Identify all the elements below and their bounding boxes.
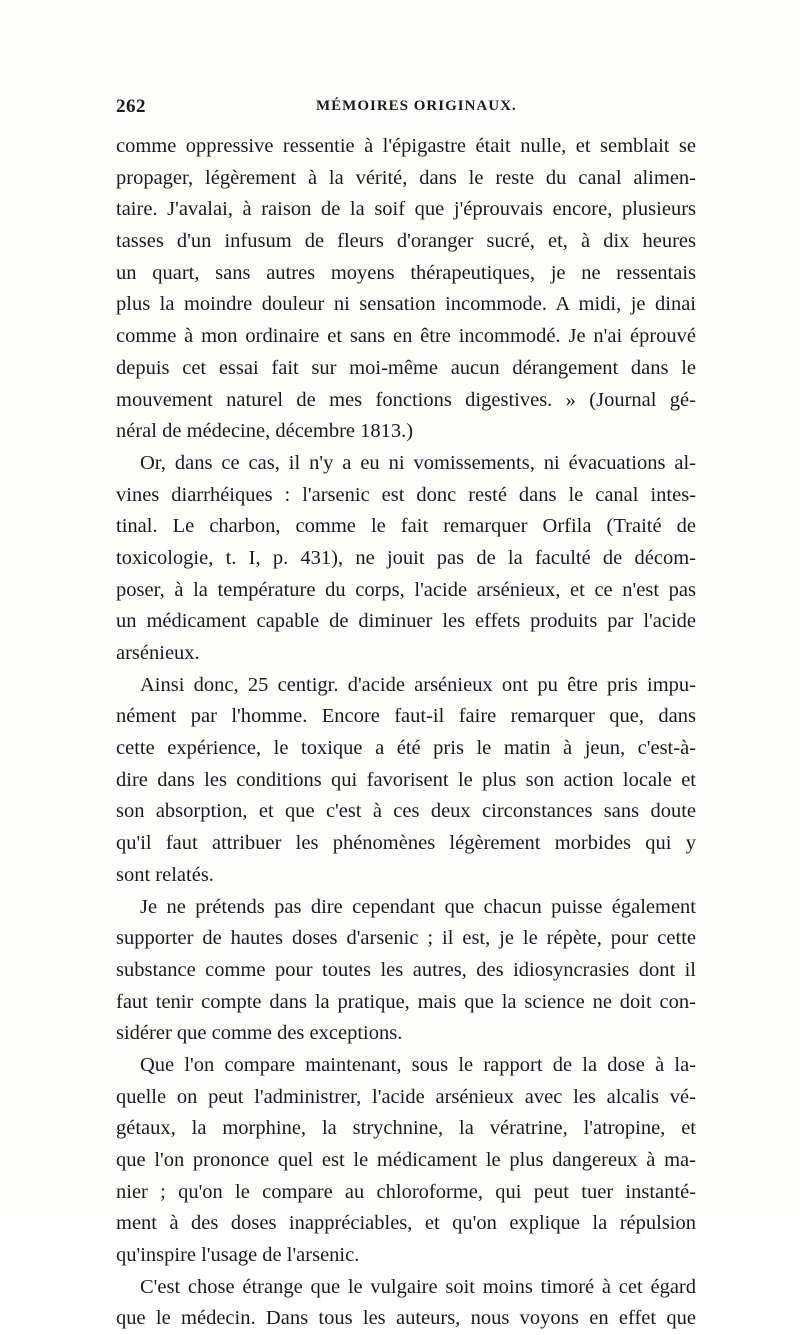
text-line: que le médecin. Dans tous les auteurs, nous voyons en effet que: [116, 1307, 696, 1330]
text-line: taire. J'avalai, à raison de la soif que j'éprouvais encore, plusieurs: [116, 198, 696, 221]
text-line: Je ne prétends pas dire cependant que chacun puisse également: [140, 895, 696, 918]
text-line: cette expérience, le toxique a été pris le matin à jeun, c'est-à-: [116, 737, 696, 760]
text-line: tasses d'un infusum de fleurs d'oranger sucré, et, à dix heures: [116, 230, 696, 253]
page-number: 262: [116, 96, 146, 117]
text-line: gétaux, la morphine, la strychnine, la vératrine, l'atropine, et: [116, 1117, 696, 1140]
text-line: que l'on prononce quel est le médicament le plus dangereux à ma-: [116, 1149, 696, 1171]
text-line: Or, dans ce cas, il n'y a eu ni vomissements, ni évacuations al-: [140, 451, 696, 474]
text-line: nément par l'homme. Encore faut-il faire remarquer que, dans: [116, 705, 696, 728]
text-line: substance comme pour toutes les autres, des idiosyncrasies dont il: [116, 958, 696, 981]
text-line: un quart, sans autres moyens thérapeutiques, je ne ressentais: [116, 261, 696, 284]
text-line: supporter de hautes doses d'arsenic ; il est, je le répète, pour cette: [116, 927, 696, 950]
text-line: arsénieux.: [116, 642, 200, 664]
text-line: depuis cet essai fait sur moi-même aucun dérangement dans le: [116, 356, 696, 379]
running-head: MÉMOIRES ORIGINAUX.: [316, 98, 517, 114]
text-line: plus la moindre douleur ni sensation incommode. A midi, je dinai: [116, 293, 696, 316]
text-line: toxicologie, t. I, p. 431), ne jouit pas de la faculté de décom-: [116, 546, 696, 569]
text-line: sont relatés.: [116, 863, 214, 886]
text-line: qu'il faut attribuer les phénomènes légèrement morbides qui y: [116, 832, 696, 855]
text-line: Que l'on compare maintenant, sous le rapport de la dose à la-: [140, 1053, 696, 1076]
text-line: nier ; qu'on le compare au chloroforme, qui peut tuer instanté-: [116, 1180, 696, 1203]
text-line: son absorption, et que c'est à ces deux circonstances sans doute: [116, 800, 696, 823]
text-line: vines diarrhéiques : l'arsenic est donc resté dans le canal intes-: [116, 483, 696, 506]
text-line: propager, légèrement à la vérité, dans le reste du canal alimen-: [116, 166, 696, 189]
page-header: [116, 96, 696, 126]
text-line: comme oppressive ressentie à l'épigastre était nulle, et semblait se: [116, 135, 696, 157]
text-line: C'est chose étrange que le vulgaire soit moins timoré à cet égard: [140, 1275, 696, 1298]
text-line: qu'inspire l'usage de l'arsenic.: [116, 1244, 360, 1267]
text-line: Ainsi donc, 25 centigr. d'acide arsénieux ont pu être pris impu-: [140, 673, 696, 696]
text-line: un médicament capable de diminuer les effets produits par l'acide: [116, 610, 696, 633]
text-line: tinal. Le charbon, comme le fait remarquer Orfila (Traité de: [116, 515, 696, 538]
text-line: comme à mon ordinaire et sans en être incommodé. Je n'ai éprouvé: [116, 325, 696, 348]
text-line: dire dans les conditions qui favorisent le plus son action locale et: [116, 768, 696, 791]
text-line: mouvement naturel de mes fonctions digestives. » (Journal gé-: [116, 388, 696, 411]
text-line: néral de médecine, décembre 1813.): [116, 420, 414, 443]
text-line: faut tenir compte dans la pratique, mais que la science ne doit con-: [116, 990, 696, 1013]
text-line: ment à des doses inappréciables, et qu'on explique la répulsion: [116, 1212, 696, 1235]
text-line: poser, à la température du corps, l'acide arsénieux, et ce n'est pas: [116, 578, 696, 601]
text-line: quelle on peut l'administrer, l'acide arsénieux avec les alcalis vé-: [116, 1085, 696, 1108]
body-text: [116, 131, 696, 1335]
text-line: sidérer que comme des exceptions.: [116, 1022, 403, 1045]
